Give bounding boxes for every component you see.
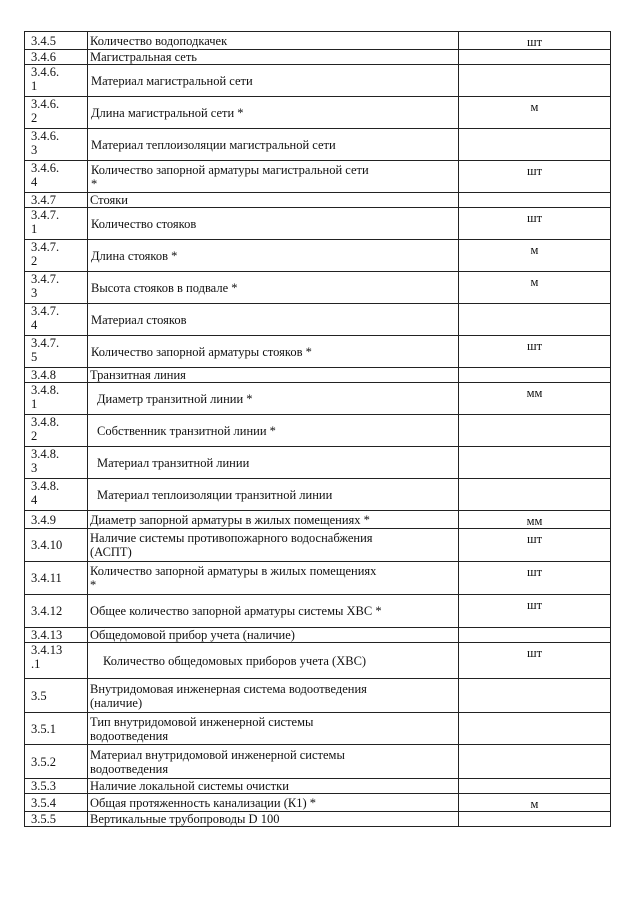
item-unit [459, 193, 611, 208]
table-row [25, 272, 611, 304]
table-row [25, 32, 611, 50]
item-label: Материал теплоизоляции магистральной сети [88, 129, 459, 161]
item-number: 3.4.13 .1 [25, 643, 88, 679]
item-unit: мм [459, 511, 611, 529]
item-label: Количество стояков [88, 208, 459, 240]
item-number: 3.4.7. 5 [25, 336, 88, 368]
item-label: Общая протяженность канализации (К1) * [88, 794, 459, 812]
item-label: Общее количество запорной арматуры системы ХВС * [88, 595, 459, 628]
item-label: Внутридомовая инженерная система водоотведения (наличие) [88, 679, 459, 713]
table-row [25, 679, 611, 713]
item-number: 3.4.8. 4 [25, 479, 88, 511]
table-row [25, 529, 611, 562]
table-row [25, 240, 611, 272]
item-unit [459, 713, 611, 745]
item-number: 3.5.2 [25, 745, 88, 779]
table-row [25, 595, 611, 628]
item-number: 3.4.9 [25, 511, 88, 529]
item-unit: м [459, 272, 611, 304]
item-unit: шт [459, 208, 611, 240]
item-label: Общедомовой прибор учета (наличие) [88, 628, 459, 643]
item-label: Тип внутридомовой инженерной системы водоотведения [88, 713, 459, 745]
item-unit: м [459, 794, 611, 812]
item-number: 3.4.7. 1 [25, 208, 88, 240]
item-number: 3.5.5 [25, 812, 88, 827]
item-number: 3.4.8. 1 [25, 383, 88, 415]
item-label: Количество водоподкачек [88, 32, 459, 50]
item-unit [459, 304, 611, 336]
table-row [25, 643, 611, 679]
item-number: 3.5.1 [25, 713, 88, 745]
item-unit [459, 479, 611, 511]
table-row [25, 50, 611, 65]
table-row [25, 447, 611, 479]
item-number: 3.4.8 [25, 368, 88, 383]
item-label: Диаметр запорной арматуры в жилых помещениях * [88, 511, 459, 529]
item-label: Количество общедомовых приборов учета (ХВС) [88, 643, 459, 679]
item-label: Длина стояков * [88, 240, 459, 272]
item-label: Материал транзитной линии [88, 447, 459, 479]
item-unit: шт [459, 161, 611, 193]
table-row [25, 336, 611, 368]
item-label: Материал магистральной сети [88, 65, 459, 97]
item-unit: шт [459, 32, 611, 50]
table-row [25, 713, 611, 745]
item-label: Магистральная сеть [88, 50, 459, 65]
item-number: 3.4.6. 4 [25, 161, 88, 193]
item-number: 3.4.7. 3 [25, 272, 88, 304]
item-unit [459, 415, 611, 447]
table-row [25, 562, 611, 595]
table-body [25, 32, 611, 827]
item-label: Диаметр транзитной линии * [88, 383, 459, 415]
item-unit: м [459, 240, 611, 272]
item-label: Транзитная линия [88, 368, 459, 383]
item-number: 3.4.6. 2 [25, 97, 88, 129]
item-label: Стояки [88, 193, 459, 208]
item-number: 3.4.7. 2 [25, 240, 88, 272]
item-label: Количество запорной арматуры магистральной сети * [88, 161, 459, 193]
table-row [25, 383, 611, 415]
table-row [25, 368, 611, 383]
table-row [25, 65, 611, 97]
item-label: Собственник транзитной линии * [88, 415, 459, 447]
item-label: Вертикальные трубопроводы D 100 [88, 812, 459, 827]
item-number: 3.5 [25, 679, 88, 713]
item-number: 3.4.8. 2 [25, 415, 88, 447]
item-unit [459, 65, 611, 97]
table-row [25, 161, 611, 193]
item-label: Высота стояков в подвале * [88, 272, 459, 304]
item-label: Наличие локальной системы очистки [88, 779, 459, 794]
item-number: 3.4.13 [25, 628, 88, 643]
item-label: Материал внутридомовой инженерной системы водоотведения [88, 745, 459, 779]
item-label: Количество запорной арматуры стояков * [88, 336, 459, 368]
item-number: 3.4.8. 3 [25, 447, 88, 479]
table-row [25, 193, 611, 208]
item-unit [459, 779, 611, 794]
item-unit [459, 628, 611, 643]
item-unit [459, 447, 611, 479]
table-row [25, 812, 611, 827]
item-number: 3.4.6. 3 [25, 129, 88, 161]
item-label: Наличие системы противопожарного водоснабжения (АСПТ) [88, 529, 459, 562]
item-unit [459, 679, 611, 713]
item-number: 3.4.6 [25, 50, 88, 65]
item-unit: м [459, 97, 611, 129]
item-number: 3.4.11 [25, 562, 88, 595]
table-row [25, 479, 611, 511]
item-number: 3.4.6. 1 [25, 65, 88, 97]
item-unit [459, 745, 611, 779]
table-row [25, 794, 611, 812]
table-row [25, 208, 611, 240]
table-row [25, 628, 611, 643]
item-number: 3.4.12 [25, 595, 88, 628]
item-unit [459, 50, 611, 65]
item-unit: шт [459, 643, 611, 679]
table-row [25, 129, 611, 161]
table-row [25, 511, 611, 529]
item-number: 3.4.7. 4 [25, 304, 88, 336]
item-label: Материал стояков [88, 304, 459, 336]
item-unit: мм [459, 383, 611, 415]
table-row [25, 304, 611, 336]
item-unit [459, 812, 611, 827]
item-label: Материал теплоизоляции транзитной линии [88, 479, 459, 511]
item-number: 3.5.3 [25, 779, 88, 794]
item-number: 3.5.4 [25, 794, 88, 812]
table-row [25, 97, 611, 129]
item-unit: шт [459, 529, 611, 562]
item-number: 3.4.5 [25, 32, 88, 50]
item-unit: шт [459, 336, 611, 368]
item-number: 3.4.7 [25, 193, 88, 208]
specification-table [24, 31, 611, 827]
item-unit: шт [459, 562, 611, 595]
item-number: 3.4.10 [25, 529, 88, 562]
item-unit [459, 129, 611, 161]
item-label: Количество запорной арматуры в жилых помещениях * [88, 562, 459, 595]
item-unit [459, 368, 611, 383]
table-row [25, 415, 611, 447]
table-row [25, 779, 611, 794]
table-row [25, 745, 611, 779]
item-unit: шт [459, 595, 611, 628]
item-label: Длина магистральной сети * [88, 97, 459, 129]
